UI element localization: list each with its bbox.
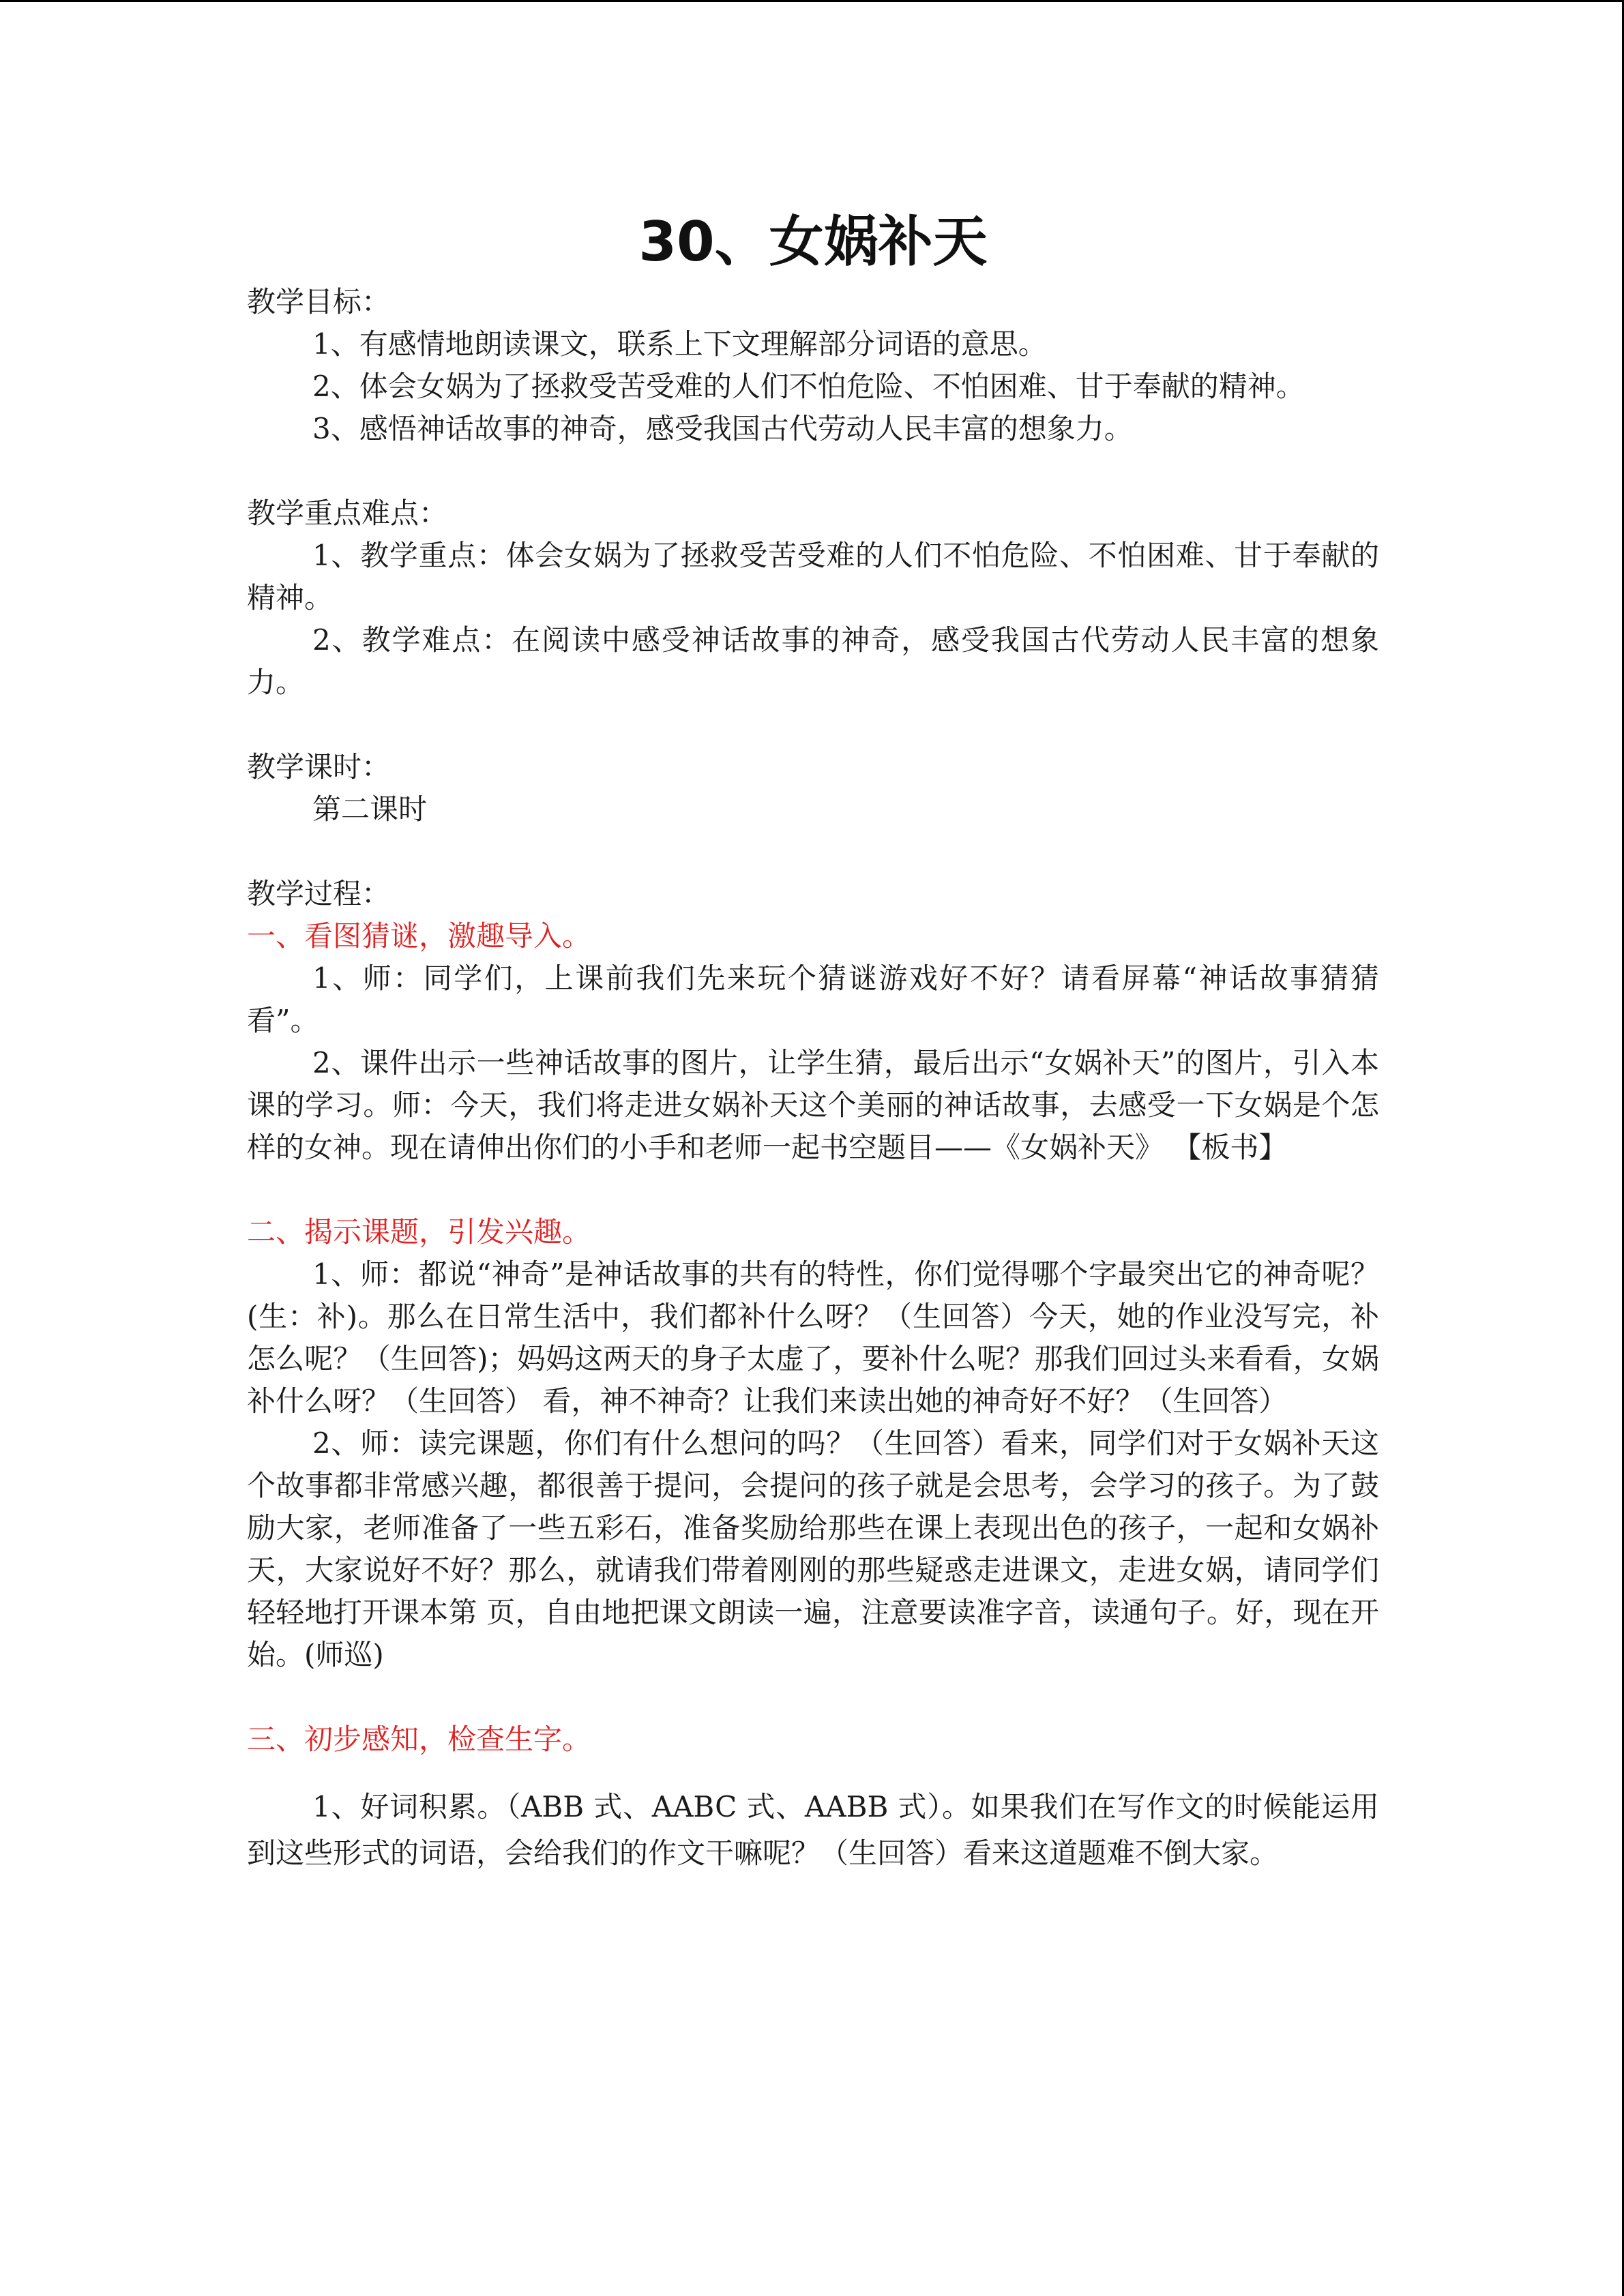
section-item: 2、师：读完课题，你们有什么想问的吗？（生回答）看来，同学们对于女娲补天这个故事都非常感兴趣，都很善于提问，会提问的孩子就是会思考，会学习的孩子。为了鼓励大家，老师准备了一些五彩石，准备奖励给那些在课上表现出色的孩子，一起和女娲补天，大家说好不好？那么，就请我们带着刚刚的那些疑惑走进课文，走进女娲，请同学们轻轻地打开课本第 页，自由地把课文朗读一遍，注意要读准字音，读通句子。好，现在开始。(师巡) <box>247 1427 1379 1671</box>
objective-item: 3、感悟神话故事的神奇，感受我国古代劳动人民丰富的想象力。 <box>312 412 1133 445</box>
section-item: 2、课件出示一些神话故事的图片，让学生猜，最后出示“女娲补天”的图片，引入本课的学习。师：今天，我们将走进女娲补天这个美丽的神话故事，去感受一下女娲是个怎样的女神。现在请伸出你们的小手和老师一起书空题目——《女娲补天》 【板书】 <box>247 1046 1379 1164</box>
objective-item: 1、有感情地朗读课文，联系上下文理解部分词语的意思。 <box>312 327 1047 361</box>
key-point-item: 2、教学难点：在阅读中感受神话故事的神奇，感受我国古代劳动人民丰富的想象力。 <box>247 623 1379 699</box>
document-title: 30、女娲补天 <box>638 210 988 273</box>
document-body <box>247 281 1379 1877</box>
process-heading: 教学过程： <box>247 877 391 910</box>
objectives-heading: 教学目标： <box>247 285 391 318</box>
section-heading: 三、初步感知，检查生字。 <box>247 1723 591 1756</box>
objective-item: 2、体会女娲为了拯救受苦受难的人们不怕危险、不怕困难、甘于奉献的精神。 <box>312 370 1305 403</box>
class-hours-value: 第二课时 <box>312 792 428 826</box>
key-points-heading: 教学重点难点： <box>247 496 448 530</box>
section-item: 1、好词积累。（ABB 式、AABC 式、AABB 式）。如果我们在写作文的时候能运用到这些形式的词语，会给我们的作文干嘛呢？（生回答）看来这道题难不倒大家。 <box>247 1790 1379 1870</box>
class-hours-heading: 教学课时： <box>247 750 391 784</box>
section-heading: 二、揭示课题，引发兴趣。 <box>247 1215 591 1249</box>
page-border-top <box>0 0 1624 2</box>
section-item: 1、师：同学们，上课前我们先来玩个猜谜游戏好不好？请看屏幕“神话故事猜猜看”。 <box>247 961 1379 1037</box>
section-item: 1、师：都说“神奇”是神话故事的共有的特性，你们觉得哪个字最突出它的神奇呢？(生：补)。那么在日常生活中，我们都补什么呀？（生回答）今天，她的作业没写完，补怎么呢？（生回答)；妈妈这两天的身子太虚了，要补什么呢？那我们回过头来看看，女娲补什么呀？（生回答） 看，神不神奇？让我们来读出她的神奇好不好？（生回答） <box>247 1257 1379 1418</box>
key-point-item: 1、教学重点：体会女娲为了拯救受苦受难的人们不怕危险、不怕困难、甘于奉献的精神。 <box>247 539 1379 614</box>
section-heading: 一、看图猜谜，激趣导入。 <box>247 919 591 953</box>
